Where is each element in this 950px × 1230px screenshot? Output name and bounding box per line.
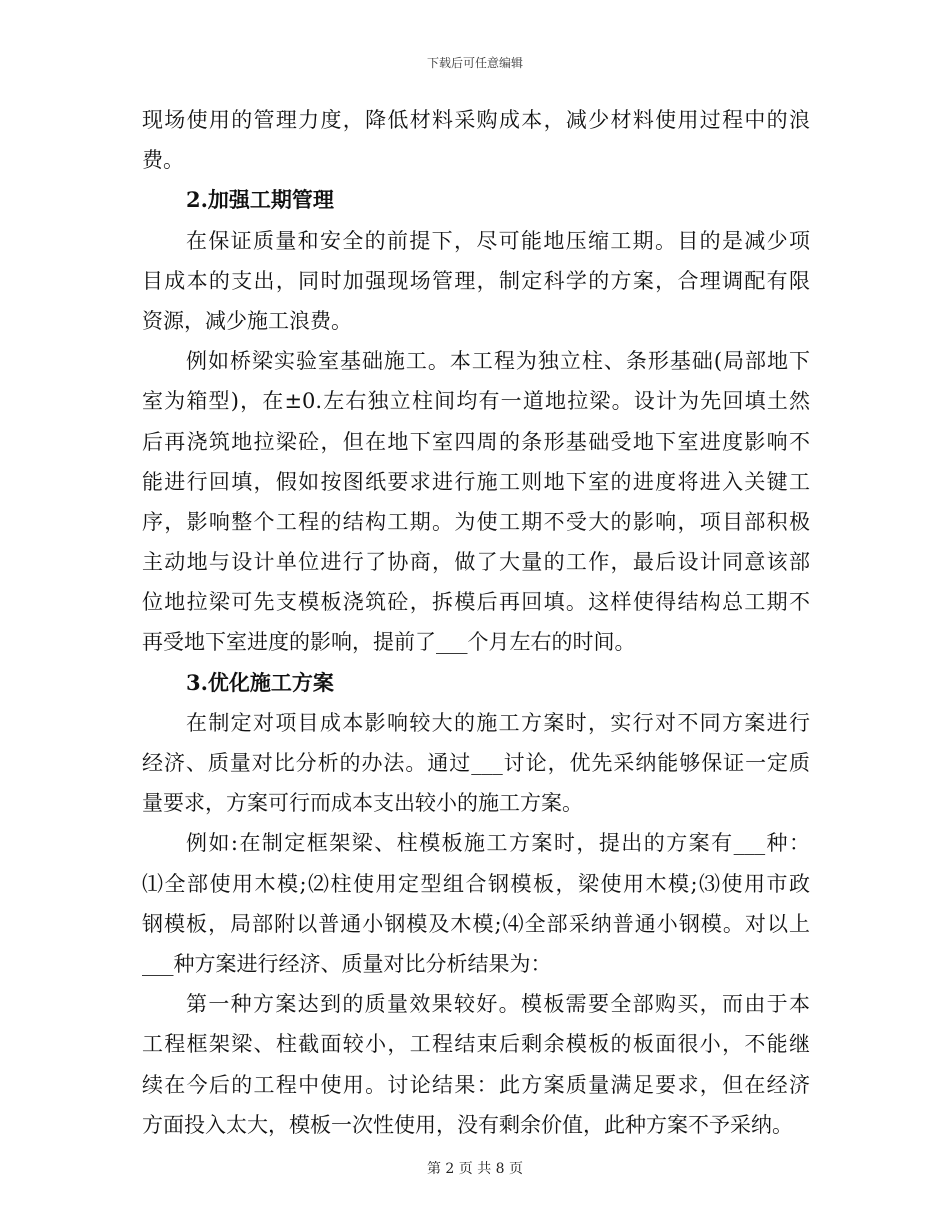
paragraph-line: 钢模板，局部附以普通小钢模及木模;⑷全部采纳普通小钢模。对以上 (142, 911, 810, 936)
section-heading: 2.加强工期管理 (186, 187, 334, 213)
paragraph-line: 能进行回填，假如按图纸要求进行施工则地下室的进度将进入关键工 (142, 469, 810, 494)
paragraph-line: 工程框架梁、柱截面较小，工程结束后剩余模板的板面很小，不能继 (142, 1032, 810, 1057)
paragraph-line: 位地拉梁可先支模板浇筑砼，拆模后再回填。这样使得结构总工期不 (142, 590, 810, 615)
paragraph-line: 方面投入太大，模板一次性使用，没有剩余价值，此种方案不予采纳。 (142, 1112, 793, 1137)
paragraph-line: 量要求，方案可行而成本支出较小的施工方案。 (142, 791, 583, 816)
paragraph-line: 在制定对项目成本影响较大的施工方案时，实行对不同方案进行 (186, 710, 810, 735)
paragraph-line: 再受地下室进度的影响，提前了___个月左右的时间。 (142, 630, 636, 655)
section-heading: 3.优化施工方案 (186, 669, 334, 695)
paragraph-line: 例如桥梁实验室基础施工。本工程为独立柱、条形基础(局部地下 (186, 349, 810, 374)
page-footer: 第 2 页 共 8 页 (426, 1161, 524, 1177)
paragraph-line: ___种方案进行经济、质量对比分析结果为： (142, 951, 552, 976)
paragraph-line: 第一种方案达到的质量效果较好。模板需要全部购买，而由于本 (186, 992, 810, 1017)
paragraph-line: 续在今后的工程中使用。讨论结果：此方案质量满足要求，但在经济 (142, 1072, 810, 1097)
paragraph-line: 资源，减少施工浪费。 (142, 308, 352, 333)
paragraph-line: ⑴全部使用木模;⑵柱使用定型组合钢模板，梁使用木模;⑶使用市政 (142, 871, 810, 896)
paragraph-line: 在保证质量和安全的前提下，尽可能地压缩工期。目的是减少项 (186, 228, 810, 253)
paragraph-line: 现场使用的管理力度，降低材料采购成本，减少材料使用过程中的浪 (142, 108, 810, 132)
page-header: 下载后可任意编辑 (426, 56, 523, 70)
paragraph-line: 例如:在制定框架梁、柱模板施工方案时，提出的方案有___种： (186, 831, 810, 856)
paragraph-line: 序，影响整个工程的结构工期。为使工期不受大的影响，项目部积极 (142, 509, 810, 534)
paragraph-line: 主动地与设计单位进行了协商，做了大量的工作，最后设计同意该部 (142, 550, 810, 575)
paragraph-line: 后再浇筑地拉梁砼，但在地下室四周的条形基础受地下室进度影响不 (142, 429, 810, 454)
paragraph-line: 目成本的支出，同时加强现场管理，制定科学的方案，合理调配有限 (142, 268, 810, 293)
paragraph-line: 室为箱型)，在±0.左右独立柱间均有一道地拉梁。设计为先回填土然 (142, 389, 810, 414)
document-body (142, 100, 810, 1145)
paragraph-line: 经济、质量对比分析的办法。通过___讨论，优先采纳能够保证一定质 (142, 751, 810, 775)
paragraph-line: 费。 (142, 148, 184, 173)
